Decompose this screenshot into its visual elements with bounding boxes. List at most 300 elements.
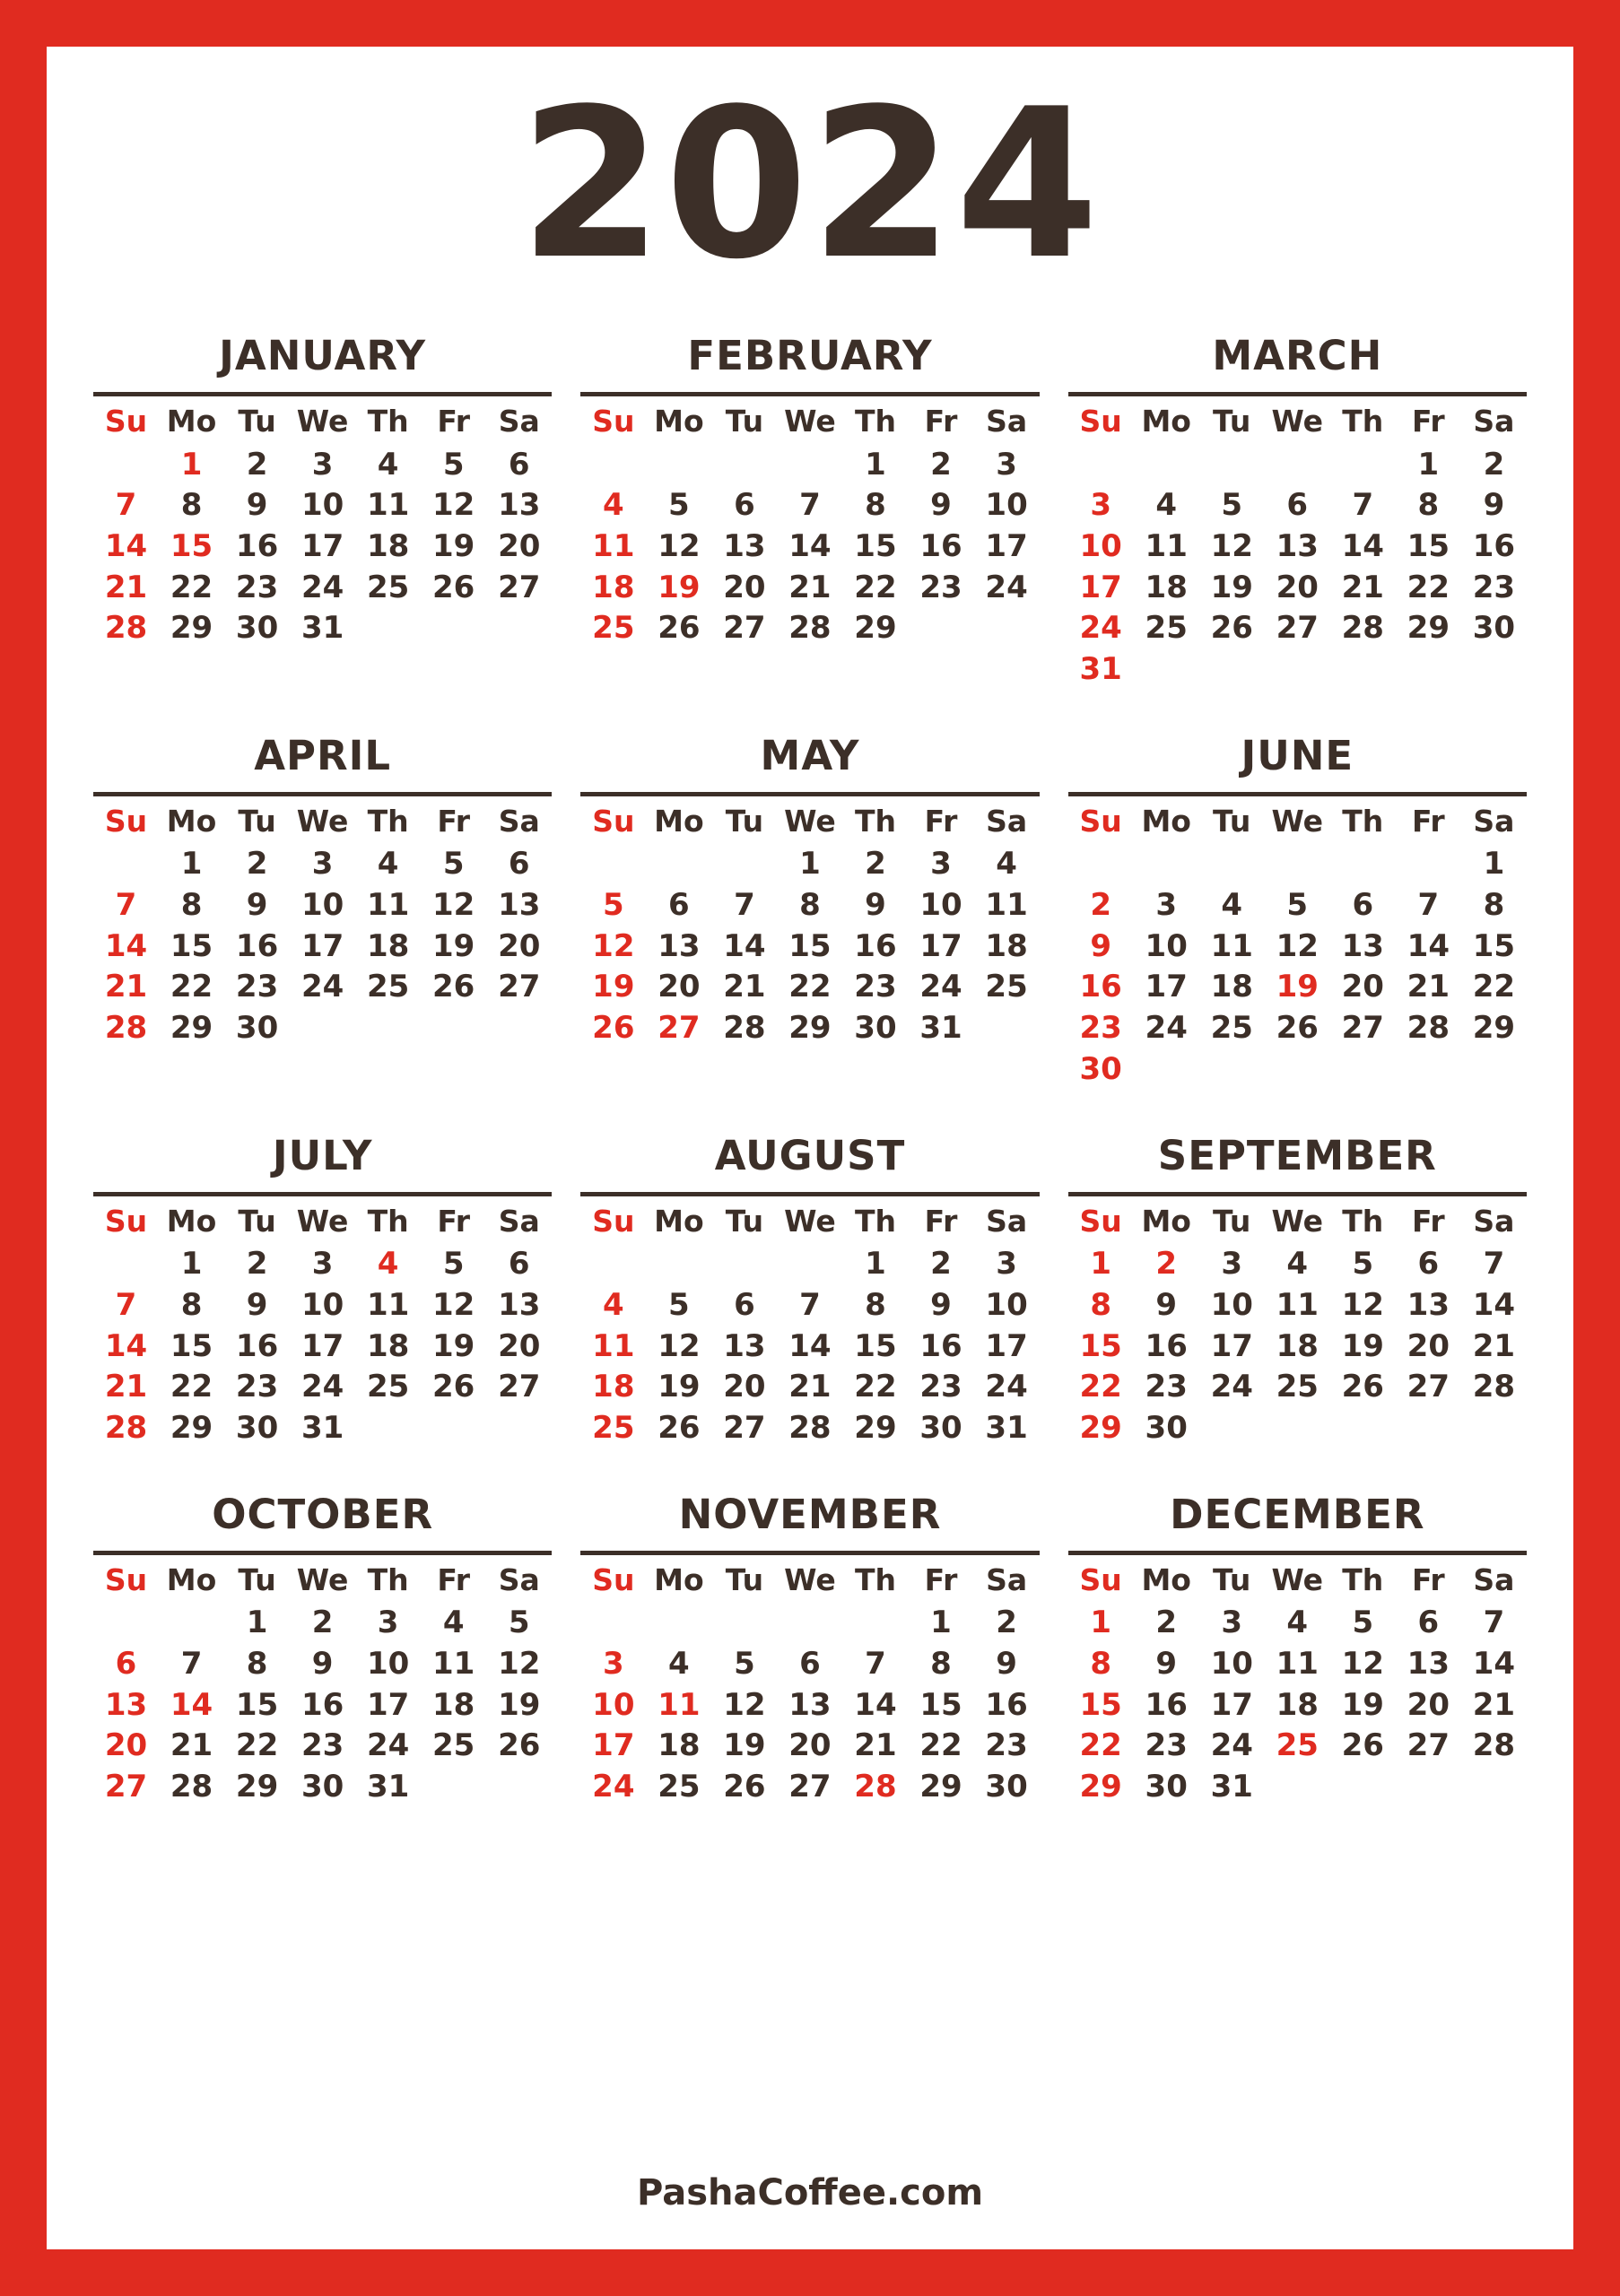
day-cell[interactable]: 10 xyxy=(592,1686,635,1723)
day-cell[interactable]: 9 xyxy=(930,487,952,524)
day-cell[interactable]: 3 xyxy=(1221,1605,1243,1641)
day-cell[interactable]: 7 xyxy=(1483,1605,1505,1641)
day-cell[interactable]: 19 xyxy=(658,1369,701,1405)
day-cell[interactable]: 19 xyxy=(1210,569,1253,605)
day-cell[interactable]: 3 xyxy=(996,446,1017,483)
day-cell[interactable]: 26 xyxy=(1276,1010,1319,1047)
day-cell[interactable]: 6 xyxy=(1417,1605,1440,1641)
day-cell[interactable]: 2 xyxy=(1090,887,1111,924)
day-cell[interactable]: 9 xyxy=(246,887,268,924)
day-cell[interactable]: 15 xyxy=(1079,1686,1122,1723)
day-cell[interactable]: 5 xyxy=(442,1246,465,1283)
day-cell[interactable]: 8 xyxy=(865,1286,886,1323)
day-cell[interactable]: 5 xyxy=(1352,1246,1374,1283)
day-cell[interactable]: 27 xyxy=(1341,1010,1384,1047)
day-cell[interactable]: 13 xyxy=(1276,528,1319,565)
day-cell[interactable]: 11 xyxy=(366,887,410,924)
day-cell[interactable]: 6 xyxy=(1286,487,1309,524)
day-cell[interactable]: 15 xyxy=(170,927,213,964)
day-cell[interactable]: 31 xyxy=(985,1409,1028,1446)
day-cell[interactable]: 2 xyxy=(246,446,268,483)
day-cell[interactable]: 10 xyxy=(300,887,344,924)
day-cell[interactable]: 9 xyxy=(930,1286,952,1323)
day-cell[interactable]: 24 xyxy=(985,1369,1028,1405)
day-cell[interactable]: 10 xyxy=(1145,927,1188,964)
day-cell[interactable]: 30 xyxy=(1079,1050,1122,1087)
day-cell[interactable]: 27 xyxy=(1407,1369,1450,1405)
day-cell[interactable]: 28 xyxy=(854,1769,897,1805)
day-cell[interactable]: 4 xyxy=(377,846,399,883)
day-cell[interactable]: 26 xyxy=(498,1727,541,1764)
day-cell[interactable]: 13 xyxy=(498,887,541,924)
day-cell[interactable]: 17 xyxy=(300,1327,344,1364)
day-cell[interactable]: 20 xyxy=(723,569,766,605)
day-cell[interactable]: 30 xyxy=(235,1409,279,1446)
day-cell[interactable]: 21 xyxy=(723,969,766,1005)
day-cell[interactable]: 14 xyxy=(1407,927,1450,964)
day-cell[interactable]: 17 xyxy=(300,528,344,565)
day-cell[interactable]: 28 xyxy=(1341,610,1384,647)
day-cell[interactable]: 26 xyxy=(432,969,475,1005)
day-cell[interactable]: 13 xyxy=(104,1686,148,1723)
day-cell[interactable]: 8 xyxy=(180,887,203,924)
day-cell[interactable]: 12 xyxy=(498,1645,541,1682)
day-cell[interactable]: 15 xyxy=(1407,528,1450,565)
day-cell[interactable]: 8 xyxy=(799,887,821,924)
day-cell[interactable]: 30 xyxy=(1145,1409,1188,1446)
day-cell[interactable]: 6 xyxy=(508,1246,530,1283)
day-cell[interactable]: 29 xyxy=(170,610,213,647)
day-cell[interactable]: 22 xyxy=(235,1727,279,1764)
day-cell[interactable]: 19 xyxy=(498,1686,541,1723)
day-cell[interactable]: 4 xyxy=(442,1605,465,1641)
day-cell[interactable]: 28 xyxy=(104,1409,148,1446)
day-cell[interactable]: 10 xyxy=(919,887,962,924)
day-cell[interactable]: 4 xyxy=(603,1286,624,1323)
day-cell[interactable]: 30 xyxy=(300,1769,344,1805)
day-cell[interactable]: 10 xyxy=(985,1286,1028,1323)
day-cell[interactable]: 10 xyxy=(366,1645,410,1682)
day-cell[interactable]: 8 xyxy=(1090,1645,1111,1682)
day-cell[interactable]: 22 xyxy=(170,1369,213,1405)
day-cell[interactable]: 3 xyxy=(1155,887,1178,924)
day-cell[interactable]: 17 xyxy=(1210,1686,1253,1723)
day-cell[interactable]: 5 xyxy=(1221,487,1243,524)
day-cell[interactable]: 24 xyxy=(1210,1369,1253,1405)
day-cell[interactable]: 9 xyxy=(311,1645,334,1682)
day-cell[interactable]: 1 xyxy=(180,846,203,883)
day-cell[interactable]: 29 xyxy=(854,610,897,647)
day-cell[interactable]: 10 xyxy=(300,487,344,524)
day-cell[interactable]: 31 xyxy=(1210,1769,1253,1805)
day-cell[interactable]: 4 xyxy=(1286,1246,1309,1283)
day-cell[interactable]: 4 xyxy=(668,1645,690,1682)
day-cell[interactable]: 11 xyxy=(432,1645,475,1682)
day-cell[interactable]: 18 xyxy=(1210,969,1253,1005)
day-cell[interactable]: 1 xyxy=(1090,1605,1111,1641)
day-cell[interactable]: 16 xyxy=(1079,969,1122,1005)
day-cell[interactable]: 9 xyxy=(246,487,268,524)
day-cell[interactable]: 22 xyxy=(1407,569,1450,605)
day-cell[interactable]: 19 xyxy=(1341,1686,1384,1723)
day-cell[interactable]: 10 xyxy=(985,487,1028,524)
day-cell[interactable]: 31 xyxy=(300,1409,344,1446)
day-cell[interactable]: 28 xyxy=(1472,1369,1516,1405)
day-cell[interactable]: 24 xyxy=(1210,1727,1253,1764)
day-cell[interactable]: 5 xyxy=(442,846,465,883)
day-cell[interactable]: 16 xyxy=(235,927,279,964)
day-cell[interactable]: 1 xyxy=(799,846,821,883)
day-cell[interactable]: 29 xyxy=(235,1769,279,1805)
day-cell[interactable]: 3 xyxy=(996,1246,1017,1283)
day-cell[interactable]: 18 xyxy=(985,927,1028,964)
day-cell[interactable]: 22 xyxy=(1472,969,1516,1005)
day-cell[interactable]: 16 xyxy=(235,528,279,565)
day-cell[interactable]: 5 xyxy=(734,1645,755,1682)
day-cell[interactable]: 14 xyxy=(1472,1645,1516,1682)
day-cell[interactable]: 8 xyxy=(865,487,886,524)
day-cell[interactable]: 22 xyxy=(1079,1727,1122,1764)
day-cell[interactable]: 5 xyxy=(668,1286,690,1323)
day-cell[interactable]: 3 xyxy=(1221,1246,1243,1283)
day-cell[interactable]: 11 xyxy=(1276,1286,1319,1323)
day-cell[interactable]: 3 xyxy=(311,1246,334,1283)
day-cell[interactable]: 27 xyxy=(723,1409,766,1446)
day-cell[interactable]: 22 xyxy=(1079,1369,1122,1405)
day-cell[interactable]: 9 xyxy=(1090,927,1111,964)
day-cell[interactable]: 23 xyxy=(985,1727,1028,1764)
day-cell[interactable]: 8 xyxy=(246,1645,268,1682)
day-cell[interactable]: 11 xyxy=(592,528,635,565)
day-cell[interactable]: 12 xyxy=(723,1686,766,1723)
day-cell[interactable]: 23 xyxy=(235,1369,279,1405)
day-cell[interactable]: 26 xyxy=(592,1010,635,1047)
day-cell[interactable]: 23 xyxy=(235,569,279,605)
day-cell[interactable]: 16 xyxy=(919,1327,962,1364)
day-cell[interactable]: 15 xyxy=(854,528,897,565)
day-cell[interactable]: 28 xyxy=(1472,1727,1516,1764)
day-cell[interactable]: 11 xyxy=(1145,528,1188,565)
day-cell[interactable]: 29 xyxy=(919,1769,962,1805)
day-cell[interactable]: 7 xyxy=(115,487,137,524)
day-cell[interactable]: 14 xyxy=(104,1327,148,1364)
day-cell[interactable]: 12 xyxy=(1276,927,1319,964)
day-cell[interactable]: 21 xyxy=(788,569,832,605)
day-cell[interactable]: 21 xyxy=(170,1727,213,1764)
day-cell[interactable]: 27 xyxy=(658,1010,701,1047)
day-cell[interactable]: 23 xyxy=(1145,1369,1188,1405)
day-cell[interactable]: 20 xyxy=(1341,969,1384,1005)
day-cell[interactable]: 5 xyxy=(1352,1605,1374,1641)
day-cell[interactable]: 23 xyxy=(1472,569,1516,605)
day-cell[interactable]: 15 xyxy=(235,1686,279,1723)
day-cell[interactable]: 28 xyxy=(1407,1010,1450,1047)
day-cell[interactable]: 29 xyxy=(1407,610,1450,647)
day-cell[interactable]: 6 xyxy=(734,487,755,524)
day-cell[interactable]: 11 xyxy=(1276,1645,1319,1682)
day-cell[interactable]: 25 xyxy=(432,1727,475,1764)
day-cell[interactable]: 23 xyxy=(919,569,962,605)
day-cell[interactable]: 2 xyxy=(246,1246,268,1283)
day-cell[interactable]: 21 xyxy=(1341,569,1384,605)
day-cell[interactable]: 31 xyxy=(919,1010,962,1047)
day-cell[interactable]: 29 xyxy=(1472,1010,1516,1047)
day-cell[interactable]: 7 xyxy=(1352,487,1374,524)
day-cell[interactable]: 23 xyxy=(854,969,897,1005)
day-cell[interactable]: 15 xyxy=(170,528,213,565)
day-cell[interactable]: 18 xyxy=(432,1686,475,1723)
day-cell[interactable]: 25 xyxy=(366,569,410,605)
day-cell[interactable]: 2 xyxy=(1483,446,1505,483)
day-cell[interactable]: 16 xyxy=(919,528,962,565)
day-cell[interactable]: 20 xyxy=(788,1727,832,1764)
day-cell[interactable]: 30 xyxy=(235,610,279,647)
day-cell[interactable]: 7 xyxy=(1483,1246,1505,1283)
day-cell[interactable]: 24 xyxy=(300,569,344,605)
day-cell[interactable]: 25 xyxy=(592,610,635,647)
day-cell[interactable]: 6 xyxy=(508,846,530,883)
day-cell[interactable]: 24 xyxy=(300,969,344,1005)
day-cell[interactable]: 1 xyxy=(865,1246,886,1283)
day-cell[interactable]: 18 xyxy=(592,1369,635,1405)
day-cell[interactable]: 30 xyxy=(1145,1769,1188,1805)
day-cell[interactable]: 13 xyxy=(723,1327,766,1364)
day-cell[interactable]: 3 xyxy=(377,1605,399,1641)
day-cell[interactable]: 13 xyxy=(723,528,766,565)
day-cell[interactable]: 13 xyxy=(498,487,541,524)
day-cell[interactable]: 12 xyxy=(1341,1645,1384,1682)
day-cell[interactable]: 4 xyxy=(1286,1605,1309,1641)
day-cell[interactable]: 22 xyxy=(854,569,897,605)
day-cell[interactable]: 18 xyxy=(658,1727,701,1764)
day-cell[interactable]: 13 xyxy=(658,927,701,964)
day-cell[interactable]: 4 xyxy=(1155,487,1178,524)
day-cell[interactable]: 5 xyxy=(668,487,690,524)
day-cell[interactable]: 9 xyxy=(996,1645,1017,1682)
day-cell[interactable]: 27 xyxy=(498,969,541,1005)
day-cell[interactable]: 20 xyxy=(1276,569,1319,605)
day-cell[interactable]: 19 xyxy=(1276,969,1319,1005)
day-cell[interactable]: 27 xyxy=(723,610,766,647)
day-cell[interactable]: 6 xyxy=(508,446,530,483)
day-cell[interactable]: 15 xyxy=(1472,927,1516,964)
day-cell[interactable]: 30 xyxy=(985,1769,1028,1805)
day-cell[interactable]: 15 xyxy=(170,1327,213,1364)
day-cell[interactable]: 25 xyxy=(366,1369,410,1405)
day-cell[interactable]: 4 xyxy=(377,446,399,483)
day-cell[interactable]: 17 xyxy=(1210,1327,1253,1364)
day-cell[interactable]: 14 xyxy=(1341,528,1384,565)
day-cell[interactable]: 13 xyxy=(1407,1286,1450,1323)
day-cell[interactable]: 13 xyxy=(1407,1645,1450,1682)
day-cell[interactable]: 18 xyxy=(592,569,635,605)
day-cell[interactable]: 17 xyxy=(1079,569,1122,605)
day-cell[interactable]: 16 xyxy=(300,1686,344,1723)
day-cell[interactable]: 26 xyxy=(432,1369,475,1405)
day-cell[interactable]: 18 xyxy=(366,1327,410,1364)
day-cell[interactable]: 6 xyxy=(668,887,690,924)
day-cell[interactable]: 20 xyxy=(498,1327,541,1364)
day-cell[interactable]: 17 xyxy=(366,1686,410,1723)
day-cell[interactable]: 2 xyxy=(311,1605,334,1641)
day-cell[interactable]: 27 xyxy=(1276,610,1319,647)
day-cell[interactable]: 1 xyxy=(865,446,886,483)
day-cell[interactable]: 26 xyxy=(1210,610,1253,647)
day-cell[interactable]: 1 xyxy=(1417,446,1440,483)
day-cell[interactable]: 18 xyxy=(366,927,410,964)
day-cell[interactable]: 23 xyxy=(919,1369,962,1405)
day-cell[interactable]: 14 xyxy=(104,927,148,964)
day-cell[interactable]: 24 xyxy=(919,969,962,1005)
day-cell[interactable]: 24 xyxy=(300,1369,344,1405)
day-cell[interactable]: 23 xyxy=(1079,1010,1122,1047)
day-cell[interactable]: 4 xyxy=(1221,887,1243,924)
day-cell[interactable]: 21 xyxy=(1472,1686,1516,1723)
day-cell[interactable]: 18 xyxy=(366,528,410,565)
day-cell[interactable]: 22 xyxy=(788,969,832,1005)
day-cell[interactable]: 9 xyxy=(246,1286,268,1323)
day-cell[interactable]: 5 xyxy=(442,446,465,483)
day-cell[interactable]: 2 xyxy=(1155,1246,1178,1283)
day-cell[interactable]: 24 xyxy=(366,1727,410,1764)
day-cell[interactable]: 29 xyxy=(170,1010,213,1047)
day-cell[interactable]: 12 xyxy=(432,887,475,924)
day-cell[interactable]: 29 xyxy=(788,1010,832,1047)
day-cell[interactable]: 29 xyxy=(1079,1409,1122,1446)
day-cell[interactable]: 9 xyxy=(865,887,886,924)
day-cell[interactable]: 10 xyxy=(1210,1286,1253,1323)
day-cell[interactable]: 23 xyxy=(235,969,279,1005)
day-cell[interactable]: 12 xyxy=(592,927,635,964)
day-cell[interactable]: 20 xyxy=(1407,1327,1450,1364)
day-cell[interactable]: 25 xyxy=(985,969,1028,1005)
day-cell[interactable]: 3 xyxy=(930,846,952,883)
day-cell[interactable]: 22 xyxy=(170,969,213,1005)
day-cell[interactable]: 16 xyxy=(1145,1327,1188,1364)
day-cell[interactable]: 19 xyxy=(592,969,635,1005)
day-cell[interactable]: 27 xyxy=(788,1769,832,1805)
day-cell[interactable]: 7 xyxy=(180,1645,203,1682)
day-cell[interactable]: 16 xyxy=(1145,1686,1188,1723)
day-cell[interactable]: 6 xyxy=(115,1645,137,1682)
day-cell[interactable]: 1 xyxy=(1483,846,1505,883)
day-cell[interactable]: 12 xyxy=(1210,528,1253,565)
day-cell[interactable]: 28 xyxy=(104,610,148,647)
day-cell[interactable]: 17 xyxy=(1145,969,1188,1005)
day-cell[interactable]: 5 xyxy=(603,887,624,924)
day-cell[interactable]: 6 xyxy=(799,1645,821,1682)
day-cell[interactable]: 26 xyxy=(723,1769,766,1805)
day-cell[interactable]: 5 xyxy=(508,1605,530,1641)
day-cell[interactable]: 26 xyxy=(432,569,475,605)
day-cell[interactable]: 19 xyxy=(723,1727,766,1764)
day-cell[interactable]: 11 xyxy=(1210,927,1253,964)
day-cell[interactable]: 17 xyxy=(985,1327,1028,1364)
day-cell[interactable]: 27 xyxy=(498,1369,541,1405)
day-cell[interactable]: 2 xyxy=(996,1605,1017,1641)
day-cell[interactable]: 24 xyxy=(985,569,1028,605)
day-cell[interactable]: 19 xyxy=(1341,1327,1384,1364)
day-cell[interactable]: 31 xyxy=(300,610,344,647)
day-cell[interactable]: 7 xyxy=(115,887,137,924)
day-cell[interactable]: 21 xyxy=(104,969,148,1005)
day-cell[interactable]: 11 xyxy=(658,1686,701,1723)
day-cell[interactable]: 16 xyxy=(985,1686,1028,1723)
day-cell[interactable]: 24 xyxy=(592,1769,635,1805)
day-cell[interactable]: 1 xyxy=(180,1246,203,1283)
day-cell[interactable]: 29 xyxy=(854,1409,897,1446)
day-cell[interactable]: 12 xyxy=(432,1286,475,1323)
day-cell[interactable]: 17 xyxy=(919,927,962,964)
day-cell[interactable]: 24 xyxy=(1079,610,1122,647)
day-cell[interactable]: 26 xyxy=(658,610,701,647)
day-cell[interactable]: 20 xyxy=(1407,1686,1450,1723)
day-cell[interactable]: 11 xyxy=(366,1286,410,1323)
day-cell[interactable]: 17 xyxy=(985,528,1028,565)
day-cell[interactable]: 11 xyxy=(592,1327,635,1364)
day-cell[interactable]: 25 xyxy=(658,1769,701,1805)
day-cell[interactable]: 2 xyxy=(246,846,268,883)
day-cell[interactable]: 14 xyxy=(788,1327,832,1364)
day-cell[interactable]: 14 xyxy=(788,528,832,565)
day-cell[interactable]: 12 xyxy=(1341,1286,1384,1323)
day-cell[interactable]: 7 xyxy=(734,887,755,924)
day-cell[interactable]: 22 xyxy=(170,569,213,605)
day-cell[interactable]: 6 xyxy=(1352,887,1374,924)
day-cell[interactable]: 2 xyxy=(865,846,886,883)
day-cell[interactable]: 1 xyxy=(1090,1246,1111,1283)
day-cell[interactable]: 18 xyxy=(1145,569,1188,605)
day-cell[interactable]: 25 xyxy=(366,969,410,1005)
day-cell[interactable]: 28 xyxy=(788,610,832,647)
day-cell[interactable]: 30 xyxy=(854,1010,897,1047)
day-cell[interactable]: 7 xyxy=(799,487,821,524)
day-cell[interactable]: 14 xyxy=(1472,1286,1516,1323)
day-cell[interactable]: 2 xyxy=(930,446,952,483)
day-cell[interactable]: 28 xyxy=(723,1010,766,1047)
day-cell[interactable]: 15 xyxy=(788,927,832,964)
day-cell[interactable]: 20 xyxy=(104,1727,148,1764)
day-cell[interactable]: 13 xyxy=(1341,927,1384,964)
day-cell[interactable]: 20 xyxy=(498,528,541,565)
day-cell[interactable]: 5 xyxy=(1286,887,1309,924)
day-cell[interactable]: 19 xyxy=(432,1327,475,1364)
day-cell[interactable]: 21 xyxy=(1407,969,1450,1005)
day-cell[interactable]: 8 xyxy=(1090,1286,1111,1323)
day-cell[interactable]: 9 xyxy=(1155,1645,1178,1682)
day-cell[interactable]: 14 xyxy=(854,1686,897,1723)
day-cell[interactable]: 21 xyxy=(854,1727,897,1764)
day-cell[interactable]: 21 xyxy=(1472,1327,1516,1364)
day-cell[interactable]: 3 xyxy=(1090,487,1111,524)
day-cell[interactable]: 30 xyxy=(919,1409,962,1446)
day-cell[interactable]: 26 xyxy=(658,1409,701,1446)
day-cell[interactable]: 22 xyxy=(919,1727,962,1764)
day-cell[interactable]: 3 xyxy=(311,446,334,483)
day-cell[interactable]: 8 xyxy=(930,1645,952,1682)
day-cell[interactable]: 21 xyxy=(104,1369,148,1405)
day-cell[interactable]: 26 xyxy=(1341,1727,1384,1764)
day-cell[interactable]: 10 xyxy=(1079,528,1122,565)
day-cell[interactable]: 4 xyxy=(377,1246,399,1283)
day-cell[interactable]: 18 xyxy=(1276,1686,1319,1723)
day-cell[interactable]: 20 xyxy=(498,927,541,964)
day-cell[interactable]: 11 xyxy=(366,487,410,524)
day-cell[interactable]: 9 xyxy=(1155,1286,1178,1323)
day-cell[interactable]: 15 xyxy=(854,1327,897,1364)
day-cell[interactable]: 8 xyxy=(1483,887,1505,924)
day-cell[interactable]: 25 xyxy=(1276,1369,1319,1405)
